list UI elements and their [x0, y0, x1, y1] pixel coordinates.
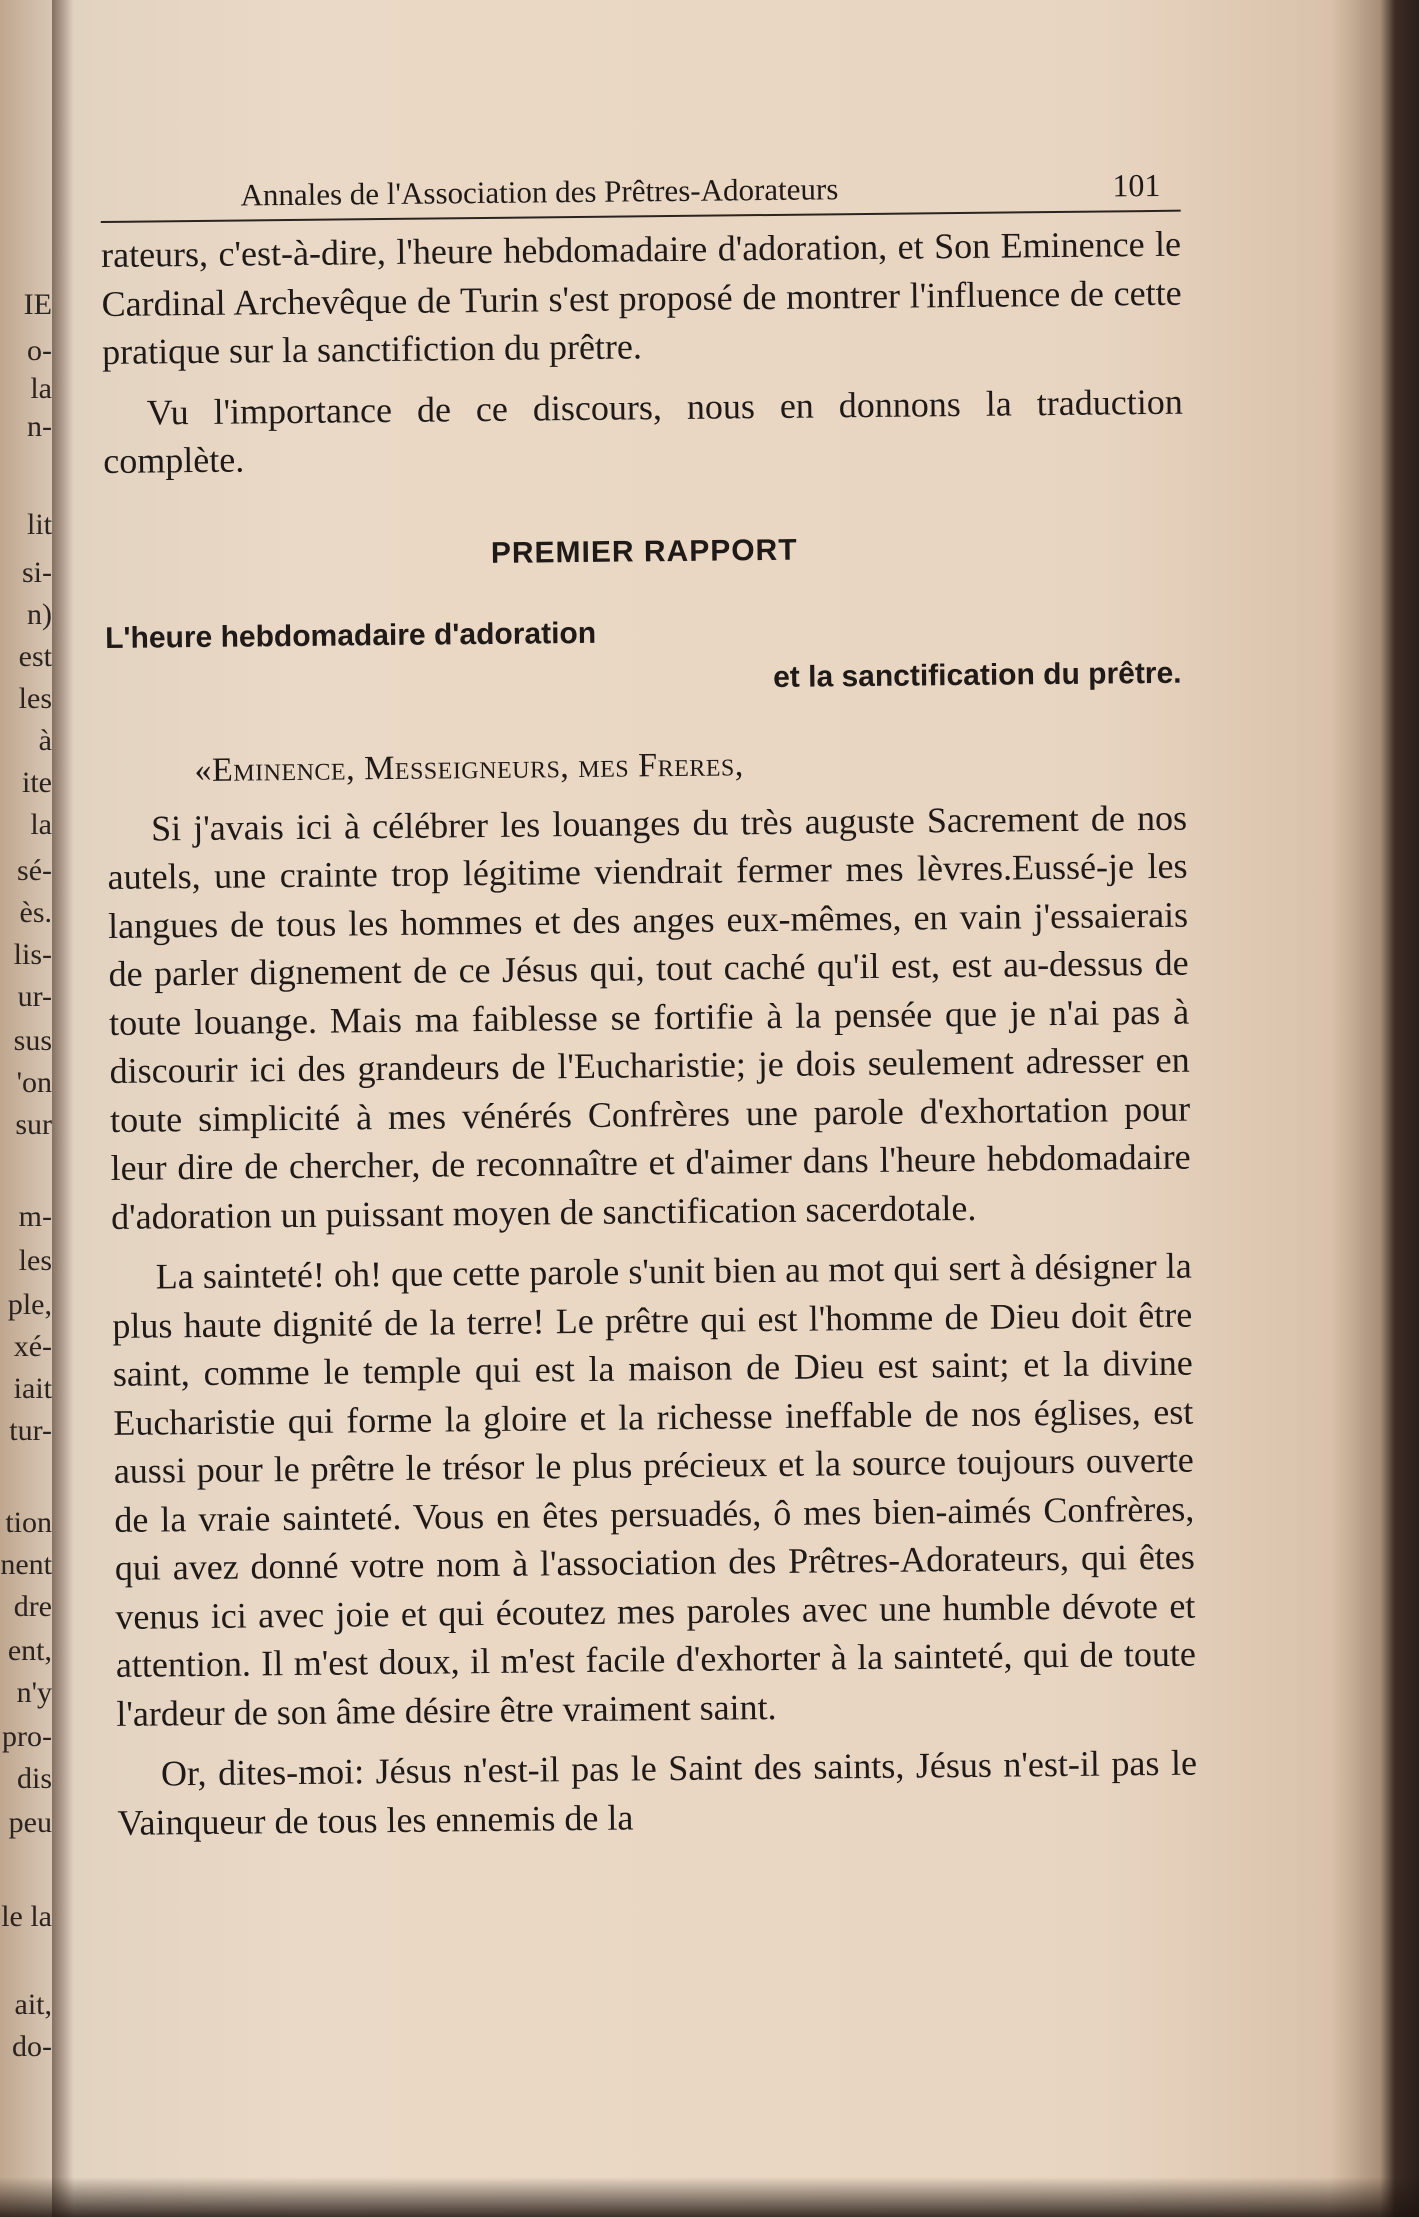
margin-fragment: nent	[0, 1548, 52, 1581]
page-bottom-edge	[0, 2177, 1419, 2217]
page-number: 101	[1112, 166, 1161, 204]
body-paragraph: La sainteté! oh! que cette parole s'unit bien au mot qui sert à désigner la plus haute dignité de la terre! Le prêtre qui est l'homme de Dieu doit être saint, comme le temple qui est la maison de Dieu est saint; et la divine Eucharistie qui forme la gloire et la richesse ineffable de nos églises, est aussi pour le prêtre le trésor le plus précieux et la source toujours ouverte de la vraie sainteté. Vous en êtes persuadés, ô mes bien-aimés Confrères, qui avez donné votre nom à l'association des Prêtres-Adorateurs, qui êtes venus ici avec joie et qui écoutez mes paroles avec une humble dévote et attention. Il m'est doux, il m'est facile d'exhorter à la sainteté, qui de toute l'ardeur de son âme désire être vraiment saint.	[112, 1245, 1197, 1734]
margin-fragment: si-	[22, 556, 52, 589]
margin-fragment: la	[30, 372, 52, 405]
margin-fragment: ait,	[14, 1988, 52, 2021]
margin-fragment: m-	[18, 1200, 52, 1233]
running-title: Annales de l'Association des Prêtres-Adorateurs	[240, 171, 839, 213]
margin-fragment: le la	[1, 1900, 52, 1933]
margin-fragment: n-	[27, 410, 52, 443]
intro-paragraph: Vu l'importance de ce discours, nous en donnons la traduction complète.	[103, 381, 1183, 481]
margin-fragment: ite	[22, 766, 52, 799]
body-paragraph: Si j'avais ici à célébrer les louanges du très auguste Sacrement de nos autels, une crainte trop légitime viendrait fermer mes lèvres.Eussé-je les langues de tous les hommes et des anges eux-mêmes, en vain j'essaierais de parler dignement de ce Jésus qui, tout caché qu'il est, est au-dessus de toute louange. Mais ma faiblesse se fortifie à la pensée que je n'ai pas à discourir ici des grandeurs de l'Eucharistie; je dois seulement adresser en toute simplicité à mes vénérés Confrères une parole d'exhortation pour leur dire de chercher, de reconnaître et d'aimer dans l'heure hebdomadaire d'adoration un puissant moyen de sanctification sacerdotale.	[107, 797, 1191, 1237]
margin-fragment: est	[18, 640, 52, 673]
margin-fragment: lis-	[13, 938, 52, 971]
margin-fragment: n'y	[16, 1676, 52, 1709]
margin-fragment: lit	[26, 508, 52, 541]
section-subtitle	[105, 605, 1186, 708]
margin-fragment: n)	[27, 598, 52, 631]
margin-fragment: 'on	[16, 1066, 52, 1099]
running-header	[100, 139, 1181, 223]
body-paragraph: Or, dites-moi: Jésus n'est-il pas le Saint des saints, Jésus n'est-il pas le Vainqueur de tous les ennemis de la	[117, 1742, 1198, 1843]
margin-fragment: les	[18, 1244, 52, 1277]
previous-page-margin	[0, 0, 66, 2217]
margin-fragment: la	[30, 808, 52, 841]
margin-fragment: ple,	[7, 1288, 52, 1321]
margin-fragment: xé-	[13, 1330, 52, 1363]
margin-fragment: pro-	[2, 1720, 52, 1753]
margin-fragment: iait	[13, 1372, 52, 1405]
margin-fragment: dis	[16, 1762, 52, 1795]
margin-fragment: o-	[27, 334, 52, 367]
margin-fragment: ur-	[17, 980, 52, 1013]
intro-paragraph: rateurs, c'est-à-dire, l'heure hebdomadaire d'adoration, et Son Eminence le Cardinal Archevêque de Turin s'est proposé de montrer l'influence de cette pratique sur la sanctifiction du prêtre.	[100, 223, 1182, 372]
margin-fragment: peu	[8, 1806, 52, 1839]
margin-fragment: do-	[12, 2030, 52, 2063]
margin-fragment: ès.	[19, 896, 52, 929]
margin-fragment: tur-	[9, 1414, 52, 1447]
margin-fragment: ent,	[7, 1634, 52, 1667]
salutation: «Eminence, Messeigneurs, mes Freres,	[194, 746, 744, 790]
margin-fragment: les	[18, 682, 52, 715]
subtitle-line-1: L'heure hebdomadaire d'adoration	[104, 616, 597, 655]
margin-fragment: à	[38, 724, 52, 757]
margin-fragment: sur	[15, 1108, 52, 1141]
book-page	[100, 139, 1198, 1847]
margin-fragment: sus	[13, 1024, 52, 1057]
subtitle-line-2: et la sanctification du prêtre.	[772, 656, 1182, 694]
margin-fragment: dre	[13, 1590, 52, 1623]
margin-fragment: tion	[5, 1506, 52, 1539]
margin-fragment: IE	[23, 288, 52, 321]
margin-fragment: sé-	[17, 854, 52, 887]
section-heading: PREMIER RAPPORT	[490, 533, 798, 570]
page-body	[101, 220, 1198, 1847]
